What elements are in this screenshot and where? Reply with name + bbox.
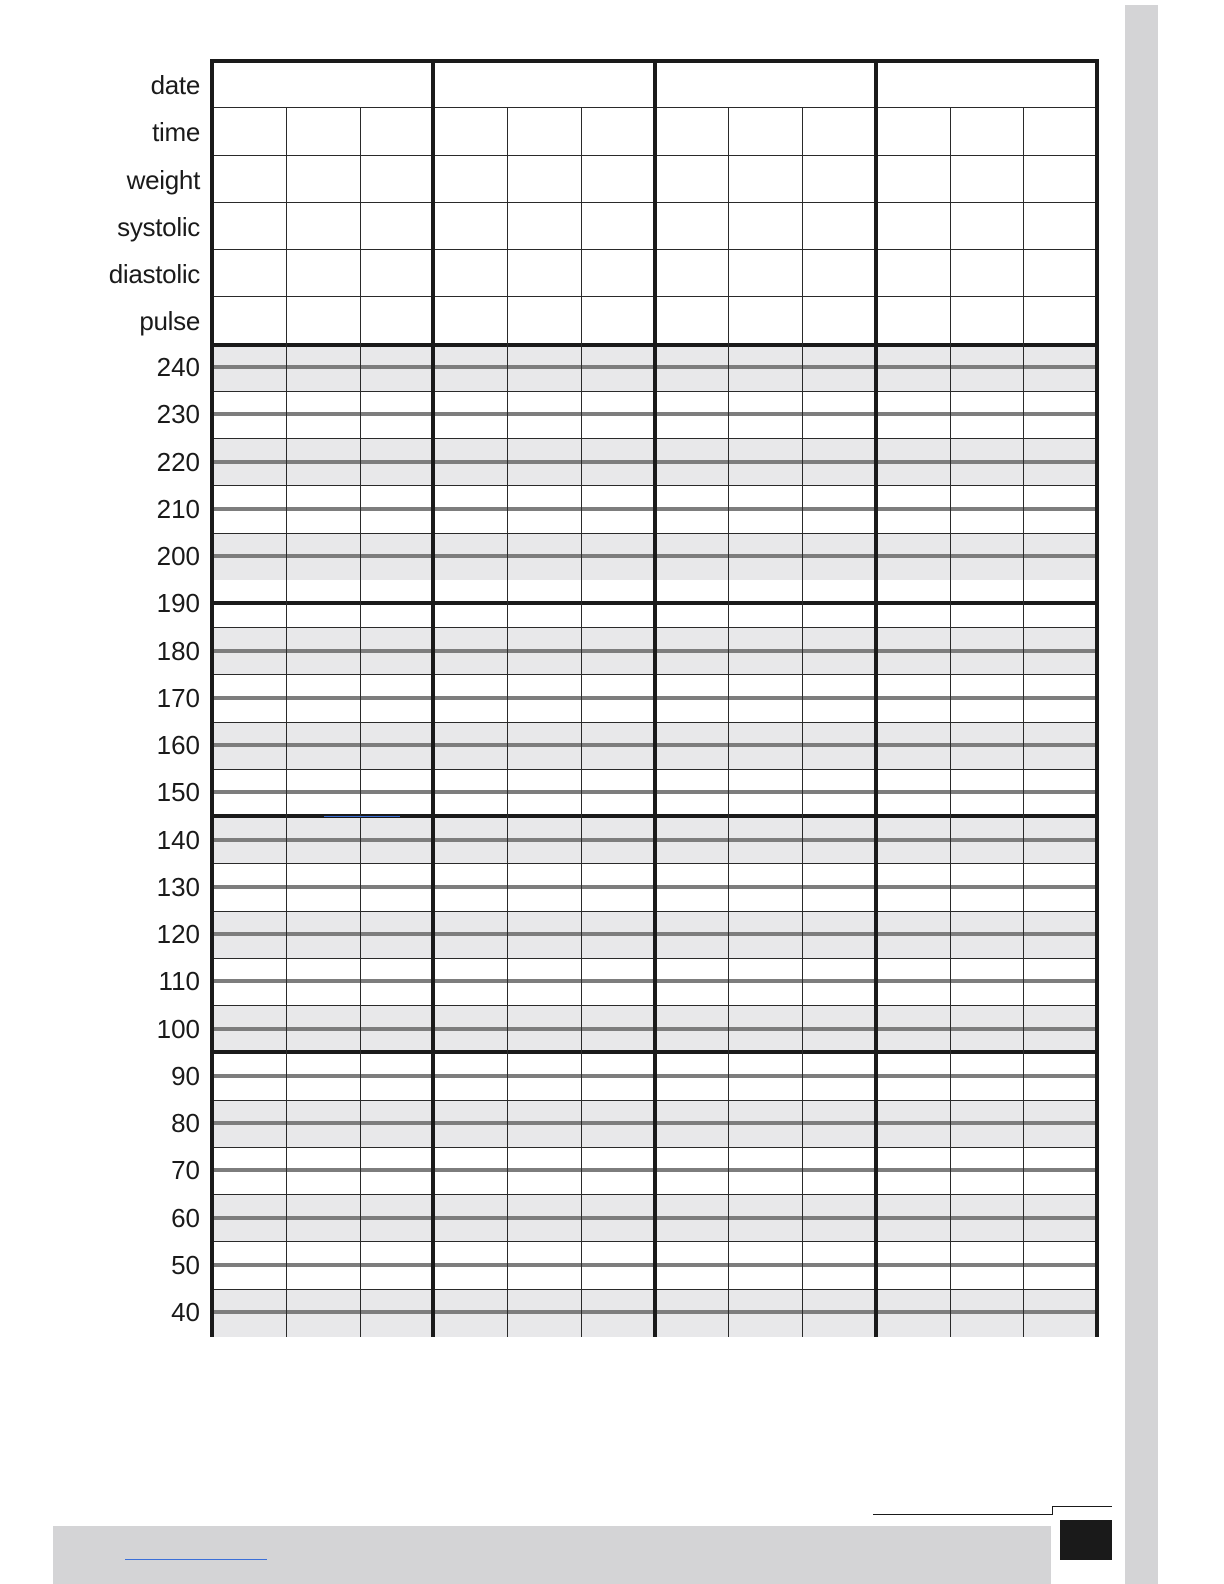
marker-line [324, 816, 400, 817]
scale-label: 130 [156, 871, 200, 902]
row-label-date: date [150, 70, 200, 100]
scale-label: 150 [156, 777, 200, 808]
reading-column-line [802, 108, 803, 1337]
scale-label: 50 [171, 1249, 200, 1280]
scale-label: 110 [158, 966, 200, 997]
row-label-systolic: systolic [117, 211, 200, 242]
scale-label: 160 [156, 730, 200, 761]
reading-column-line [950, 108, 951, 1337]
scale-label: 40 [171, 1297, 200, 1328]
reading-column-line [1023, 108, 1024, 1337]
scale-label: 170 [156, 682, 200, 713]
day-separator [1095, 60, 1099, 1337]
scale-label: 220 [156, 446, 200, 477]
scale-label: 80 [171, 1108, 200, 1139]
day-separator [210, 60, 214, 1337]
scale-label: 180 [156, 635, 200, 666]
scale-label: 120 [156, 919, 200, 950]
scale-label: 200 [156, 541, 200, 572]
scale-label: 100 [156, 1013, 200, 1044]
scale-label: 70 [171, 1155, 200, 1186]
scale-label: 90 [171, 1060, 200, 1091]
scale-label: 230 [156, 399, 200, 430]
reading-column-line [360, 108, 361, 1337]
reading-column-line [581, 108, 582, 1337]
scale-label: 190 [156, 588, 200, 619]
row-label-weight: weight [126, 164, 200, 195]
reading-column-line [507, 108, 508, 1337]
row-label-pulse: pulse [139, 306, 200, 337]
reading-column-line [286, 108, 287, 1337]
scale-label: 60 [171, 1202, 200, 1233]
scale-label: 240 [156, 352, 200, 383]
row-label-diastolic: diastolic [108, 259, 200, 289]
row-label-time: time [152, 117, 200, 148]
day-separator [431, 60, 435, 1337]
day-separator [874, 60, 878, 1337]
reading-column-line [728, 108, 729, 1337]
day-separator [653, 60, 657, 1337]
scale-label: 140 [156, 824, 200, 855]
scale-label: 210 [156, 493, 200, 524]
